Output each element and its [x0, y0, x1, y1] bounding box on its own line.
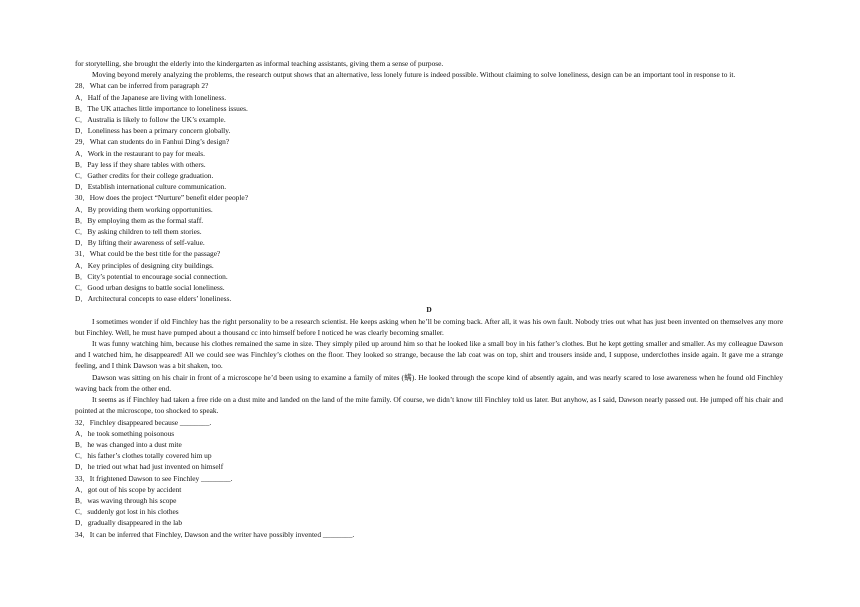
passage-d-paragraph-1: I sometimes wonder if old Finchley has the right personality to be a research scientist. He keeps asking when he’ll be coming back. After all, it was his own fault. Nobody tries out what has just been invented on themselves any more but Finchley. Well, he must have pumped about a thousand cc into himself before I noticed he was clearly becoming smaller. [75, 316, 783, 337]
question-29-option-d: D．Establish international culture communication. [75, 182, 227, 192]
question-28: 28．What can be inferred from paragraph 2? [75, 81, 209, 91]
question-29-option-c: C．Gather credits for their college graduation. [75, 171, 214, 181]
passage-d-paragraph-2: It was funny watching him, because his clothes remained the same in size. They simply piled up around him so that he looked like a small boy in his father’s clothes. But he kept getting smaller and smaller. As my colleague Dawson and I watched him, he disappeared! All we could see was Finchley’s clothes on the floor. They looked so strange, because the lab coat was on top, shirt and trousers inside and, I suppose, underclothes inside again. It gave me a strange feeling, and I think Dawson was a bit shaken, too. [75, 339, 783, 371]
question-31: 31．What could be the best title for the passage? [75, 249, 221, 259]
question-28-option-d: D．Loneliness has been a primary concern globally. [75, 126, 231, 136]
question-30-option-a: A．By providing them working opportunities. [75, 204, 213, 214]
question-29-option-a: A．Work in the restaurant to pay for meals. [75, 148, 205, 158]
question-33-option-b: B．was waving through his scope [75, 495, 177, 505]
passage-d-paragraph-4: It seems as if Finchley had taken a free ride on a dust mite and landed on the land of the mite family. Of course, we didn’t know till Finchley told us later. But anyhow, as I said, Dawson nearly passed out. He jumped off his chair and pointed at the microscope, too shocked to speak. [75, 395, 783, 416]
passage-c-ending-line: for storytelling, she brought the elderly into the kindergarten as informal teaching assistants, giving them a sense of purpose. [75, 59, 444, 68]
question-32: 32．Finchley disappeared because ________. [75, 417, 212, 427]
question-33-option-c: C．suddenly got lost in his clothes [75, 507, 179, 517]
question-30: 30．How does the project “Nurture” benefit elder people? [75, 193, 248, 203]
question-33-option-d: D．gradually disappeared in the lab [75, 518, 183, 528]
question-30-option-d: D．By lifting their awareness of self-value. [75, 238, 205, 248]
question-32-option-d: D．he tried out what had just invented on himself [75, 462, 224, 472]
passage-c-paragraph: Moving beyond merely analyzing the problems, the research output shows that an alternative, less lonely future is indeed possible. Without claiming to solve loneliness, design can be an important tool in response to it. [92, 70, 736, 80]
question-34: 34．It can be inferred that Finchley, Dawson and the writer have possibly invented ________. [75, 529, 355, 539]
question-29: 29．What can students do in Fanhui Ding’s design? [75, 137, 230, 147]
question-31-option-c: C．Good urban designs to battle social loneliness. [75, 283, 225, 293]
section-heading-d: D [426, 305, 432, 315]
question-30-option-c: C．By asking children to tell them stories. [75, 227, 202, 237]
question-29-option-b: B．Pay less if they share tables with others. [75, 159, 206, 169]
question-32-option-a: A．he took something poisonous [75, 428, 175, 438]
question-31-option-b: B．City’s potential to encourage social connection. [75, 271, 228, 281]
question-32-option-b: B．he was changed into a dust mite [75, 439, 182, 449]
question-31-option-a: A．Key principles of designing city buildings. [75, 260, 214, 270]
passage-d-paragraph-3: Dawson was sitting on his chair in front of a microscope he’d been using to examine a family of mites (螨). He looked through the scope kind of absently again, and was nearly scared to lose awareness when he found old Finchley waving back from the other end. [75, 372, 783, 393]
question-33: 33．It frightened Dawson to see Finchley ________. [75, 473, 233, 483]
question-28-option-c: C．Australia is likely to follow the UK’s example. [75, 115, 226, 125]
question-30-option-b: B．By employing them as the formal staff. [75, 215, 204, 225]
question-32-option-c: C．his father’s clothes totally covered him up [75, 451, 212, 461]
question-33-option-a: A．got out of his scope by accident [75, 484, 182, 494]
question-31-option-d: D．Architectural concepts to ease elders’ loneliness. [75, 294, 232, 304]
question-28-option-a: A．Half of the Japanese are living with loneliness. [75, 92, 227, 102]
document-page [75, 58, 783, 540]
question-28-option-b: B．The UK attaches little importance to loneliness issues. [75, 103, 248, 113]
